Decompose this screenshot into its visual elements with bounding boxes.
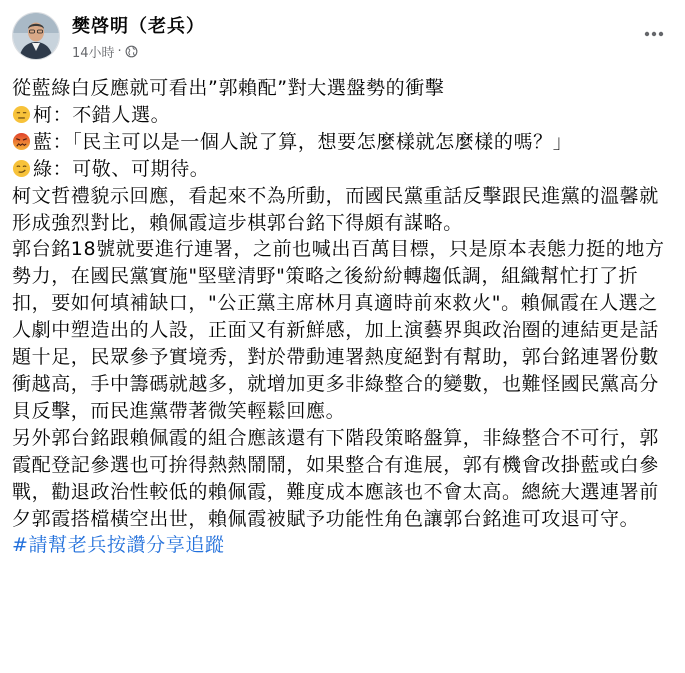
reaction-text: 綠：可敬、可期待。 bbox=[33, 157, 210, 180]
reaction-text: 柯：不錯人選。 bbox=[33, 103, 171, 126]
post-body bbox=[12, 75, 672, 559]
post-paragraph: 另外郭台銘跟賴佩霞的組合應該還有下階段策略盤算，非綠整合不可行，郭霞配登記參選也可拚得熱熱鬧鬧，如果整合有進展，郭有機會改掛藍或白參戰，勸退政治性較低的賴佩霞，難度成本應該也不會太高。總統大選連署前夕郭霞搭檔橫空出世，賴佩霞被賦予功能性角色讓郭台銘進可攻退可守。 bbox=[12, 426, 659, 530]
angry-face-emoji bbox=[12, 132, 31, 151]
author-name[interactable]: 樊啓明（老兵） bbox=[72, 16, 205, 37]
globe-icon[interactable] bbox=[125, 45, 138, 58]
post-header bbox=[12, 10, 672, 66]
more-options-icon[interactable] bbox=[640, 20, 668, 48]
post-text-line: 從藍綠白反應就可看出”郭賴配”對大選盤勢的衝擊 bbox=[12, 77, 445, 99]
meta-separator: · bbox=[117, 44, 122, 59]
reaction-line-green bbox=[12, 156, 672, 183]
reaction-line-white bbox=[12, 102, 672, 129]
post-timestamp[interactable]: 14小時 bbox=[72, 46, 115, 61]
expressionless-face-emoji bbox=[12, 105, 31, 124]
post-paragraph: 郭台銘18號就要進行連署，之前也喊出百萬目標，只是原本表態力挺的地方勢力，在國民黨實施"堅壁清野"策略之後紛紛轉趨低調，組織幫忙打了折扣，要如何填補缺口，"公正黨主席林月真適時前來救火"。賴佩霞在人選之人劇中塑造出的人設，正面又有新鮮感，加上演藝界與政治圈的連結更是話題十足，民眾參予實境秀，對於帶動連署熱度絕對有幫助，郭台銘連署份數衝越高，手中籌碼就越多，就增加更多非綠整合的變數，也難怪國民黨高分貝反擊，而民進黨帶著微笑輕鬆回應。 bbox=[12, 238, 665, 422]
smirking-face-emoji bbox=[12, 159, 31, 178]
reaction-text: 藍：「民主可以是一個人說了算，想要怎麼樣就怎麼樣的嗎？」 bbox=[33, 130, 573, 153]
avatar[interactable] bbox=[12, 12, 60, 60]
hashtag-link[interactable]: #請幫老兵按讚分享追蹤 bbox=[12, 534, 225, 557]
post-meta bbox=[72, 42, 138, 61]
reaction-line-blue bbox=[12, 129, 672, 156]
post-paragraph: 柯文哲禮貌示回應，看起來不為所動，而國民黨重話反擊跟民進黨的溫馨就形成強烈對比，賴佩霞這步棋郭台銘下得頗有謀略。 bbox=[12, 184, 659, 234]
